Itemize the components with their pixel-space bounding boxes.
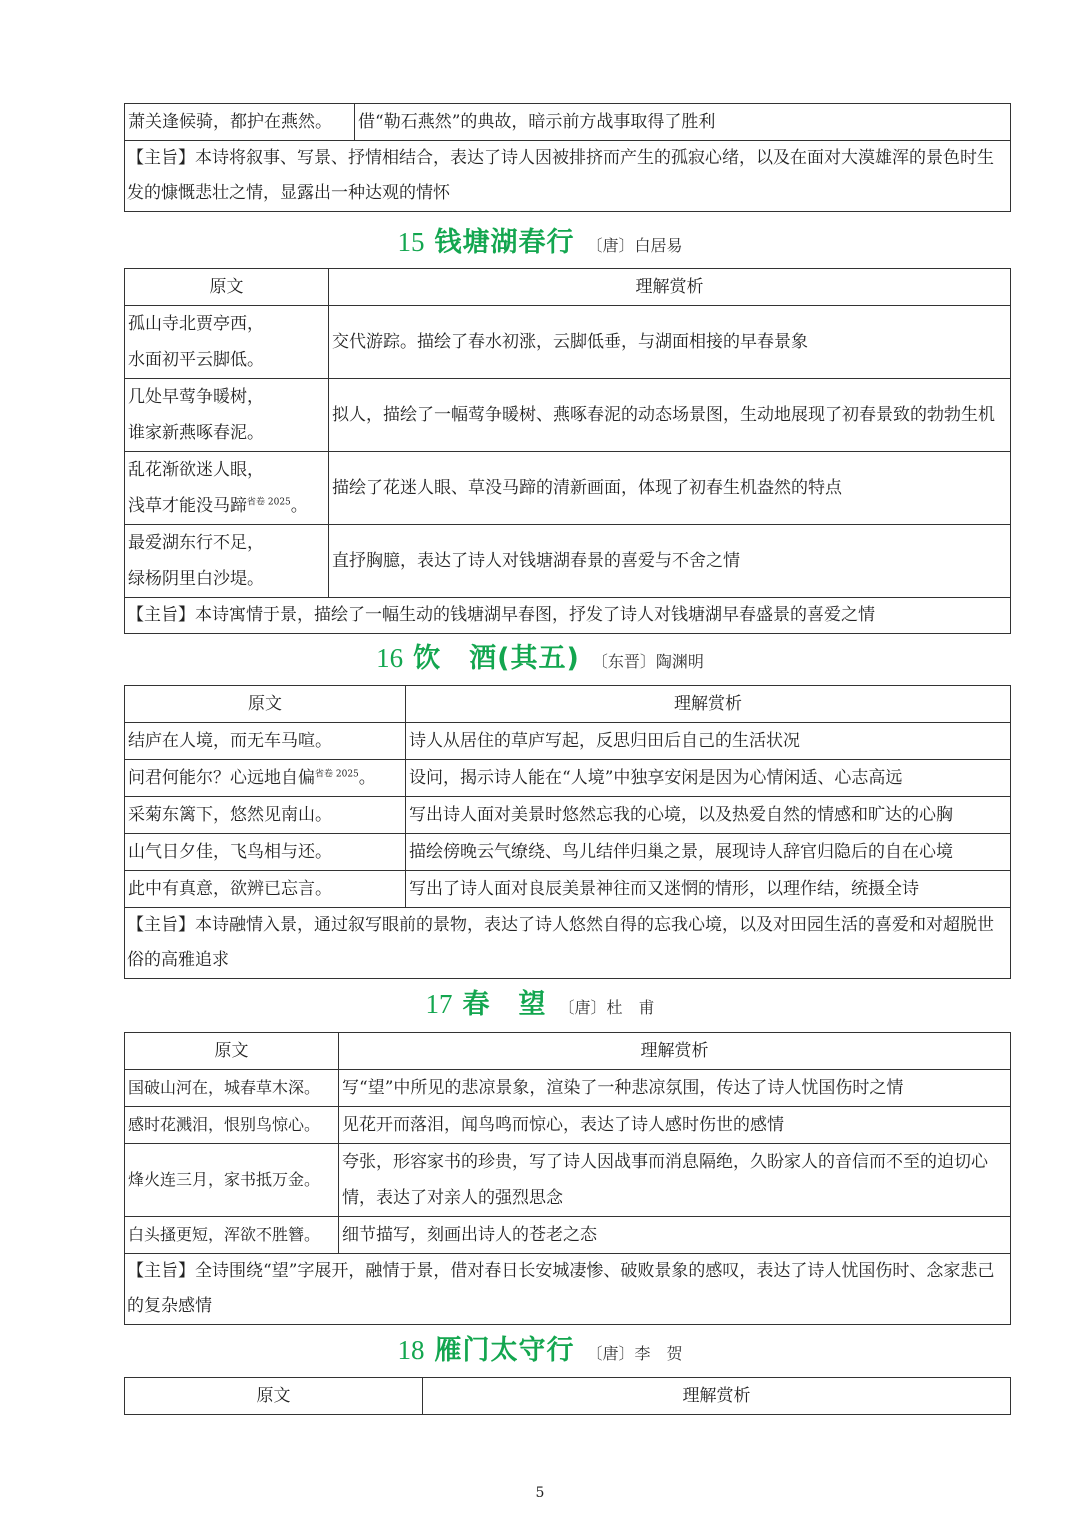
header-row [125, 686, 1011, 723]
header-analysis: 理解赏析 [423, 1378, 1011, 1415]
exam-mark: 省卷 2025 [315, 769, 359, 780]
header-original: 原文 [125, 1033, 339, 1070]
poem-15-table [124, 268, 1011, 634]
analysis-cell: 诗人从居住的草庐写起，反思归田后自己的生活状况 [406, 723, 1011, 760]
original-cell: 采菊东篱下，悠然见南山。 [125, 797, 406, 834]
theme-row [125, 1254, 1011, 1325]
original-cell: 乱花渐欲迷人眼， 浅草才能没马蹄$^{省卷 2025}$。 [125, 452, 329, 525]
header-original: 原文 [125, 1378, 423, 1415]
table-row [125, 1144, 1011, 1217]
poem-title-15: 15 钱塘湖春行 〔唐〕白居易 [397, 227, 683, 258]
analysis-cell: 写出了诗人面对良辰美景神往而又迷惘的情形，以理作结，统摄全诗 [406, 871, 1011, 908]
analysis-cell: 拟人，描绘了一幅莺争暖树、燕啄春泥的动态场景图，生动地展现了初春景致的勃勃生机 [329, 379, 1011, 452]
page-number: 5 [535, 1485, 545, 1501]
original-cell: 此中有真意，欲辨已忘言。 [125, 871, 406, 908]
poem-title-18: 18 雁门太守行 〔唐〕李 贺 [397, 1335, 683, 1366]
analysis-cell: 直抒胸臆，表达了诗人对钱塘湖春景的喜爱与不舍之情 [329, 525, 1011, 598]
original-cell: 白头搔更短，浑欲不胜簪。 [125, 1217, 339, 1254]
original-cell: 结庐在人境，而无车马喧。 [125, 723, 406, 760]
table-row [125, 834, 1011, 871]
analysis-cell: 借“勒石燕然”的典故，暗示前方战事取得了胜利 [355, 104, 1011, 141]
header-row [125, 269, 1011, 306]
analysis-cell: 写“望”中所见的悲凉景象，渲染了一种悲凉氛围，传达了诗人忧国伤时之情 [339, 1070, 1011, 1107]
original-cell: 萧关逢候骑，都护在燕然。 [125, 104, 355, 141]
header-original: 原文 [125, 686, 406, 723]
poem-17-table [124, 1032, 1011, 1325]
table-row [125, 1217, 1011, 1254]
analysis-cell: 交代游踪。描绘了春水初涨，云脚低垂，与湖面相接的早春景象 [329, 306, 1011, 379]
theme-cell: 【主旨】本诗融情入景，通过叙写眼前的景物，表达了诗人悠然自得的忘我心境，以及对田园生活的喜爱和对超脱世俗的高雅追求 [125, 908, 1011, 979]
table-row [125, 1070, 1011, 1107]
original-cell: 问君何能尔？心远地自偏$^{省卷 2025}$。 [125, 760, 406, 797]
table-row [125, 760, 1011, 797]
theme-row [125, 141, 1011, 212]
header-row [125, 1378, 1011, 1415]
table-row [125, 379, 1011, 452]
table-row [125, 306, 1011, 379]
poem-title-16: 16 饮 酒(其五) 〔东晋〕陶渊明 [376, 643, 704, 674]
analysis-cell: 夸张，形容家书的珍贵，写了诗人因战事而消息隔绝，久盼家人的音信而不至的迫切心情，表达了对亲人的强烈思念 [339, 1144, 1011, 1217]
theme-cell: 【主旨】全诗围绕“望”字展开，融情于景，借对春日长安城凄惨、破败景象的感叹，表达了诗人忧国伤时、念家悲己的复杂感情 [125, 1254, 1011, 1325]
theme-row [125, 908, 1011, 979]
analysis-cell: 写出诗人面对美景时悠然忘我的心境，以及热爱自然的情感和旷达的心胸 [406, 797, 1011, 834]
theme-cell: 【主旨】本诗将叙事、写景、抒情相结合，表达了诗人因被排挤而产生的孤寂心绪，以及在面对大漠雄浑的景色时生发的慷慨悲壮之情，显露出一种达观的情怀 [125, 141, 1011, 212]
original-cell: 几处早莺争暖树， 谁家新燕啄春泥。 [125, 379, 329, 452]
analysis-cell: 细节描写，刻画出诗人的苍老之态 [339, 1217, 1011, 1254]
header-analysis: 理解赏析 [339, 1033, 1011, 1070]
table-row [125, 104, 1011, 141]
table-row [125, 871, 1011, 908]
theme-cell: 【主旨】本诗寓情于景，描绘了一幅生动的钱塘湖早春图，抒发了诗人对钱塘湖早春盛景的喜爱之情 [125, 598, 1011, 634]
original-cell: 最爱湖东行不足， 绿杨阴里白沙堤。 [125, 525, 329, 598]
original-cell: 烽火连三月，家书抵万金。 [125, 1144, 339, 1217]
table-row [125, 797, 1011, 834]
analysis-cell: 描绘了花迷人眼、草没马蹄的清新画面，体现了初春生机盎然的特点 [329, 452, 1011, 525]
header-row [125, 1033, 1011, 1070]
analysis-cell: 见花开而落泪，闻鸟鸣而惊心，表达了诗人感时伤世的感情 [339, 1107, 1011, 1144]
poem-title-17: 17 春 望 〔唐〕杜 甫 [425, 989, 655, 1020]
analysis-cell: 描绘傍晚云气缭绕、鸟儿结伴归巢之景，展现诗人辞官归隐后的自在心境 [406, 834, 1011, 871]
analysis-cell: 设问，揭示诗人能在“人境”中独享安闲是因为心情闲适、心志高远 [406, 760, 1011, 797]
table-row [125, 1107, 1011, 1144]
exam-mark: 省卷 2025 [247, 497, 291, 508]
poem-16-table [124, 685, 1011, 979]
table-row [125, 452, 1011, 525]
header-analysis: 理解赏析 [329, 269, 1011, 306]
theme-row [125, 598, 1011, 634]
poem-14-continuation-table [124, 103, 1011, 212]
table-row [125, 525, 1011, 598]
original-cell: 国破山河在，城春草木深。 [125, 1070, 339, 1107]
header-analysis: 理解赏析 [406, 686, 1011, 723]
original-cell: 感时花溅泪，恨别鸟惊心。 [125, 1107, 339, 1144]
poem-18-table [124, 1377, 1011, 1415]
original-cell: 山气日夕佳，飞鸟相与还。 [125, 834, 406, 871]
original-cell: 孤山寺北贾亭西， 水面初平云脚低。 [125, 306, 329, 379]
table-row [125, 723, 1011, 760]
header-original: 原文 [125, 269, 329, 306]
